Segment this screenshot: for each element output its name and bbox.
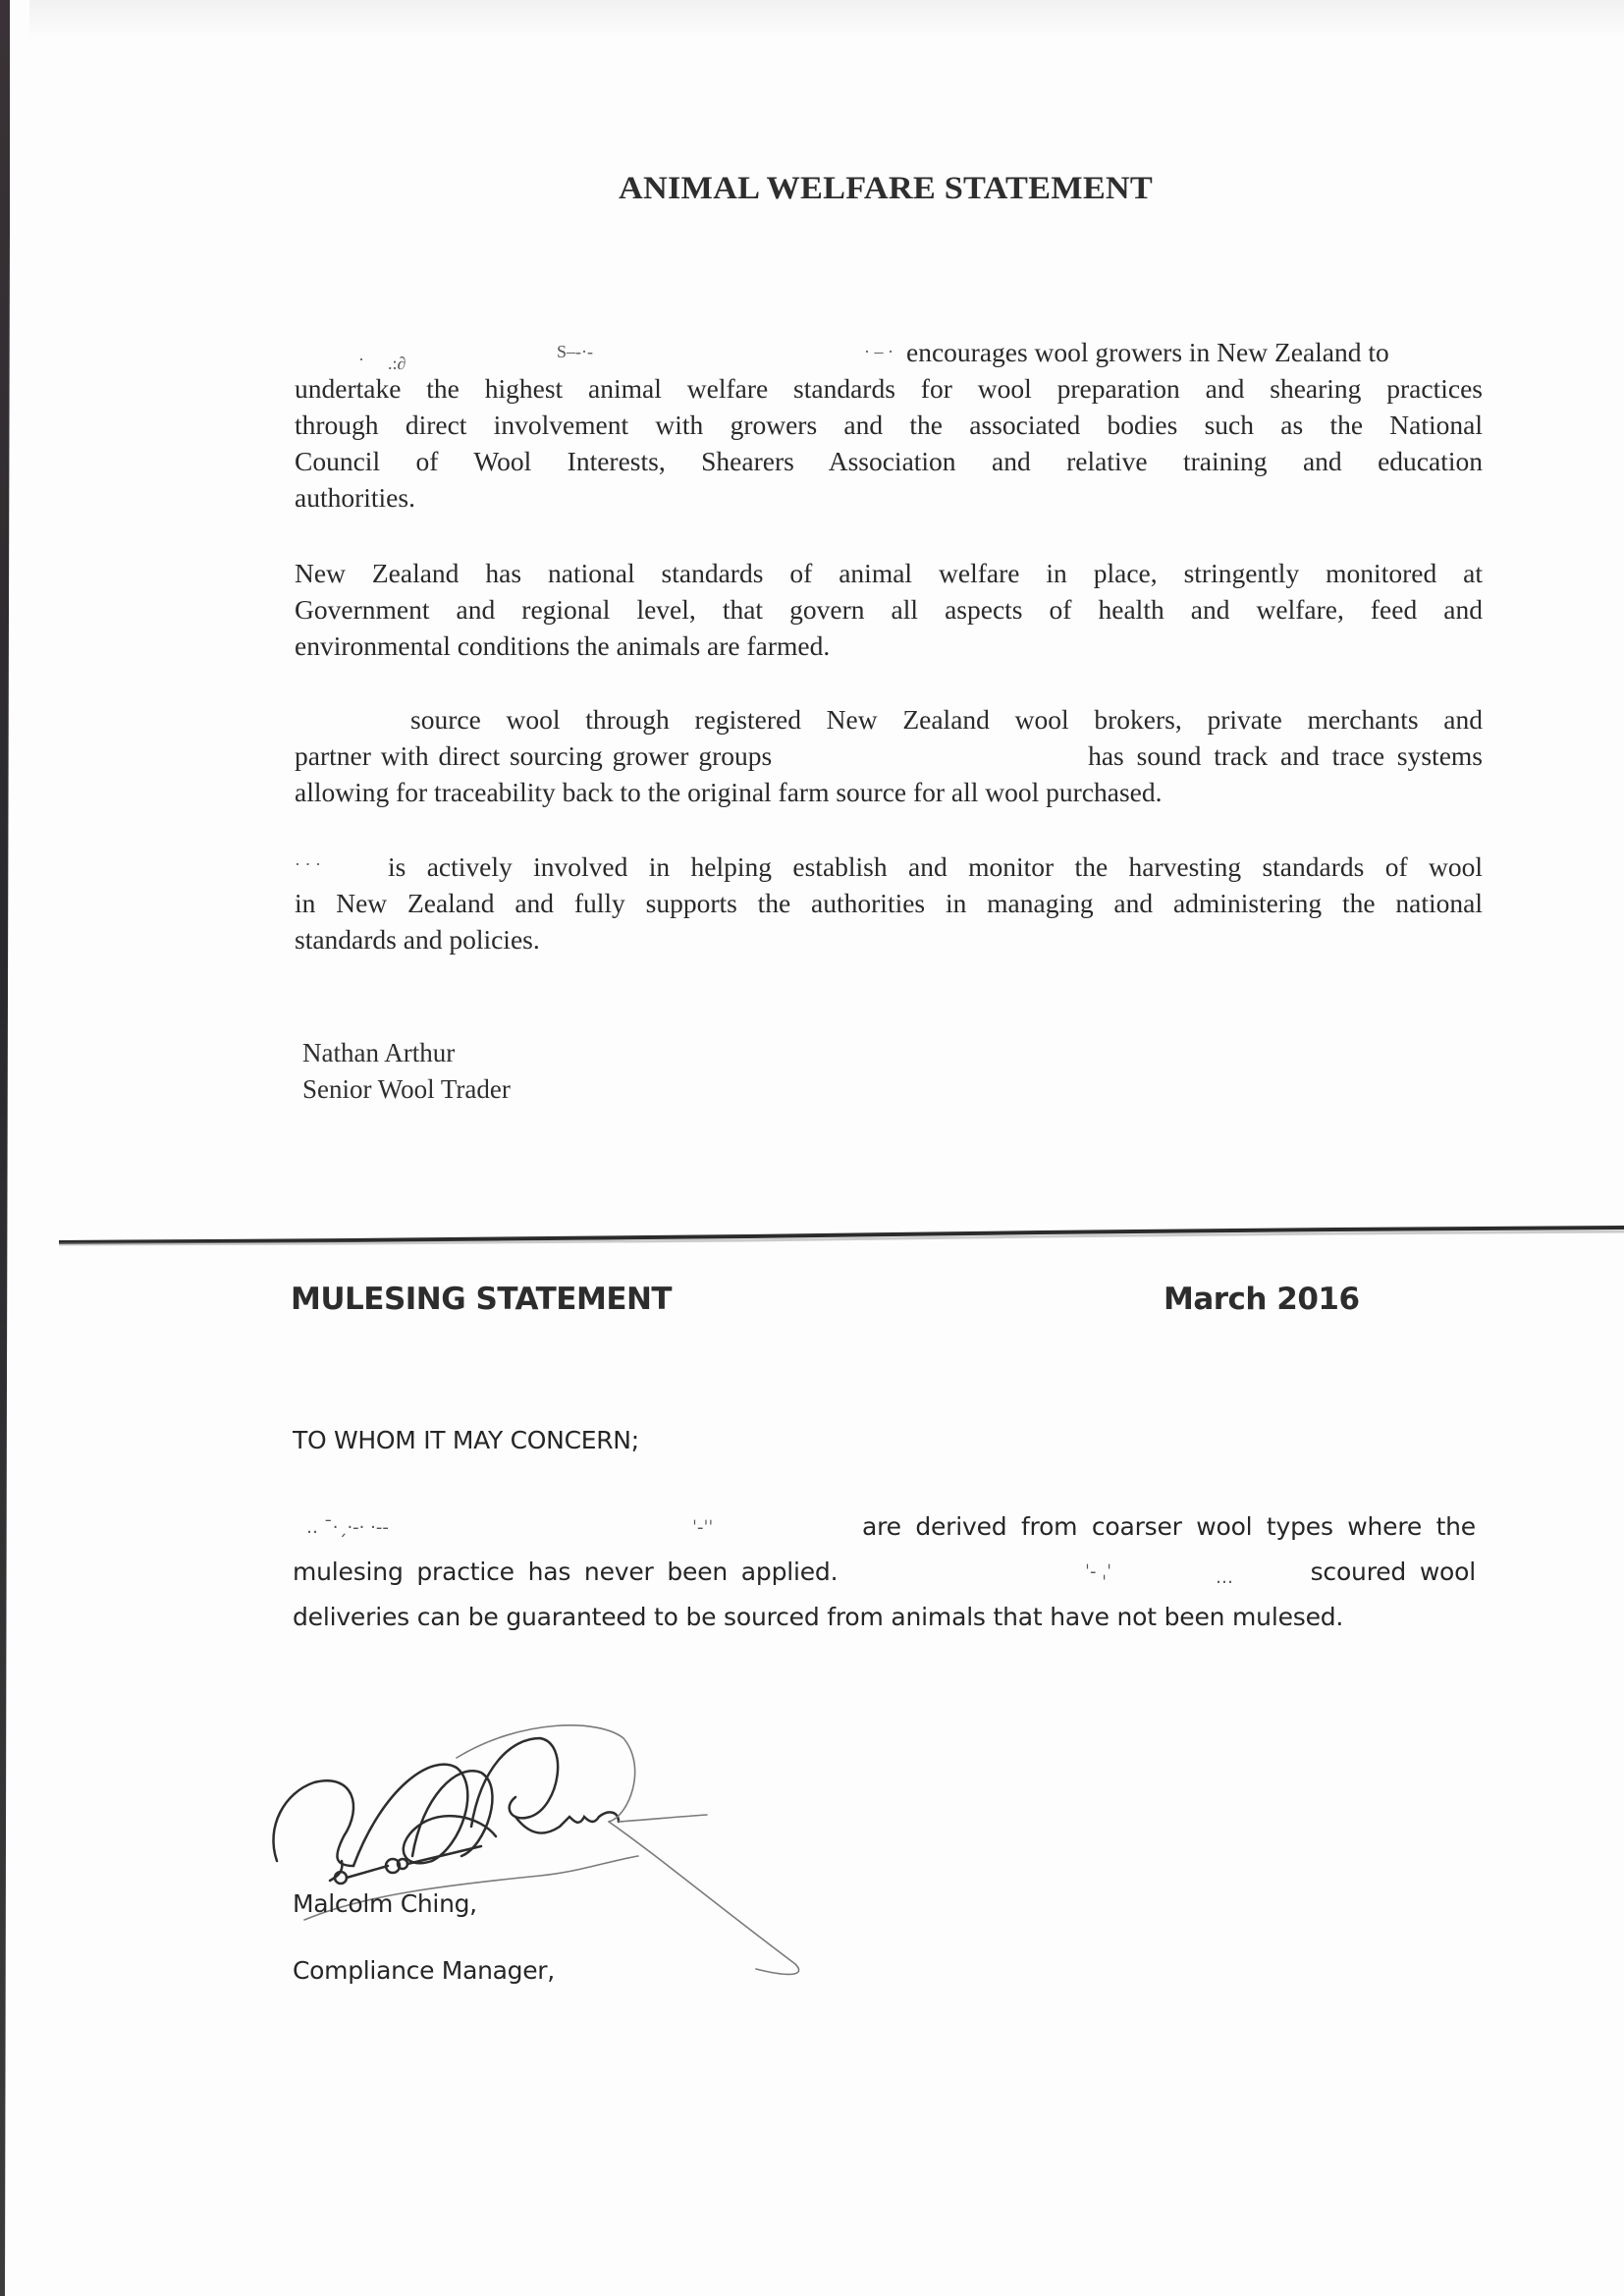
redaction-residue: · [358, 350, 364, 369]
scan-left-edge [0, 0, 10, 2296]
mulesing-paragraph [293, 1504, 1476, 1640]
paragraph-line: encourages wool growers in New Zealand to [906, 337, 1389, 367]
animal-welfare-paragraph-4 [295, 848, 1483, 957]
mulesing-title: MULESING STATEMENT [291, 1282, 673, 1317]
paragraph-line: New Zealand has national standards of animal welfare in place, stringently monitored at [295, 558, 1483, 588]
signatory-title: Senior Wool Trader [302, 1074, 511, 1104]
redaction-residue: ˈ‐ˈˈ [692, 1517, 714, 1538]
signatory-name: Malcolm Ching, [293, 1889, 477, 1918]
paragraph-line: undertake the highest animal welfare standards for wool preparation and shearing practices [295, 373, 1483, 404]
paragraph-line: deliveries can be guaranteed to be sourced from animals that have not been mulesed. [293, 1603, 1344, 1631]
redaction-residue: · · · [295, 854, 321, 874]
animal-welfare-paragraph-2 [295, 555, 1483, 664]
redaction-residue: .:∂ [388, 354, 406, 373]
paragraph-line: Council of Wool Interests, Shearers Association and relative training and education [295, 446, 1483, 476]
paragraph-line: in New Zealand and fully supports the authorities in managing and administering the national [295, 888, 1483, 918]
animal-welfare-title: ANIMAL WELFARE STATEMENT [619, 171, 1154, 206]
paragraph-line: are derived from coarser wool types where the [862, 1512, 1476, 1541]
redaction-residue: ‥ ˉ·ˏ·‐· ·‐‐ [306, 1517, 389, 1538]
signatory-title: Compliance Manager, [293, 1956, 555, 1985]
paragraph-line: standards and policies. [295, 924, 540, 955]
paragraph-line: partner with direct sourcing grower groups has sound track and trace systems [295, 740, 1483, 771]
statement-date: March 2016 [1164, 1282, 1360, 1317]
salutation: TO WHOM IT MAY CONCERN; [293, 1426, 639, 1454]
redaction-residue: · ‒ · [864, 342, 893, 361]
section-divider [59, 1223, 1624, 1246]
paragraph-line: source wool through registered New Zealand wool brokers, private merchants and [410, 704, 1483, 735]
paragraph-line: allowing for traceability back to the original farm source for all wool purchased. [295, 777, 1163, 807]
signatory-name: Nathan Arthur [302, 1038, 456, 1067]
paragraph-line: is actively involved in helping establish and monitor the harvesting standards of wool [388, 851, 1483, 882]
paragraph-line: Government and regional level, that govern all aspects of health and welfare, feed and [295, 594, 1483, 625]
redaction-residue: … [1216, 1567, 1233, 1588]
paragraph-line: mulesing practice has never been applied. scoured wool [293, 1558, 1476, 1586]
paragraph-line: environmental conditions the animals are farmed. [295, 630, 831, 661]
animal-welfare-paragraph-3 [295, 701, 1483, 810]
paragraph-line: through direct involvement with growers and the associated bodies such as the National [295, 410, 1483, 440]
scan-top-shadow [29, 0, 1624, 39]
redaction-residue: S‒-·- [557, 342, 593, 361]
paragraph-line: authorities. [295, 482, 415, 513]
redaction-residue: ˈ‐ ˌˈ [1085, 1561, 1112, 1582]
